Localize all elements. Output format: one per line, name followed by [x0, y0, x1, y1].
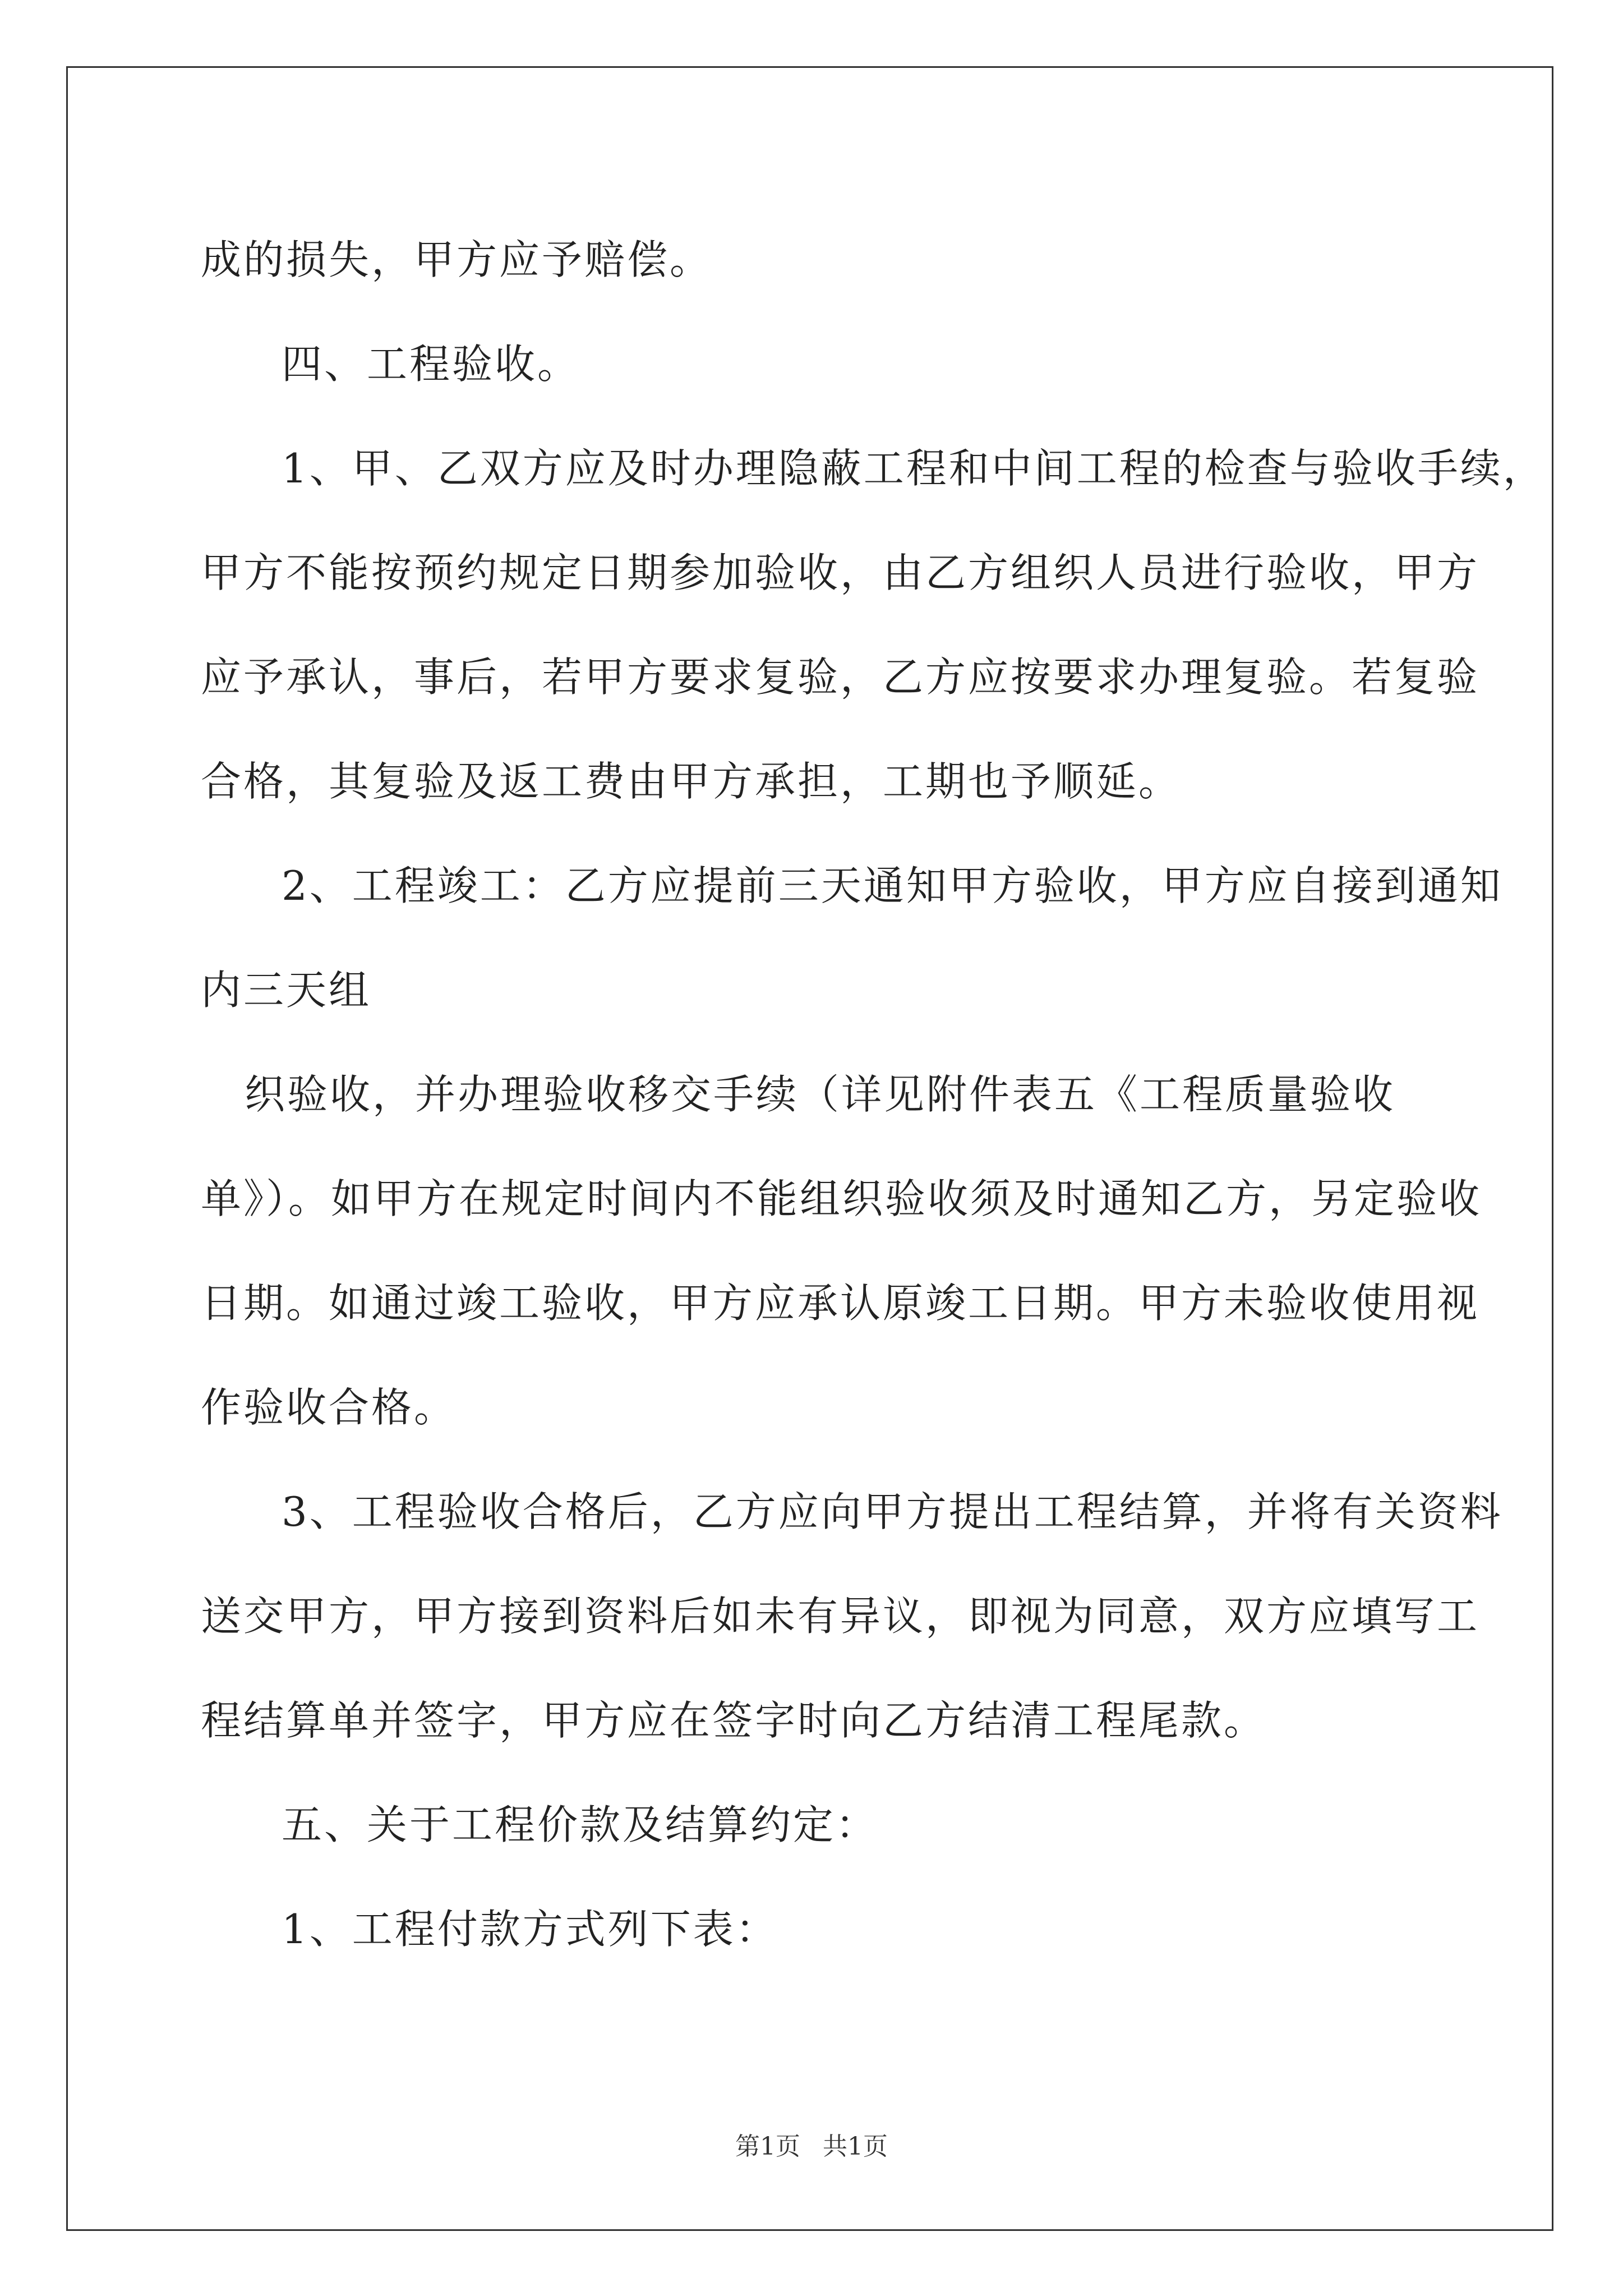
page-footer	[0, 2126, 1623, 2162]
text-line: 3、工程验收合格后，乙方应向甲方提出工程结算，并将有关资料	[282, 1488, 1503, 1535]
page-total: 共1页	[823, 2132, 888, 2161]
document-body	[201, 208, 1546, 1981]
text-line: 2、工程竣工：乙方应提前三天通知甲方验收，甲方应自接到通知	[282, 862, 1503, 909]
text-line: 1、甲、乙双方应及时办理隐蔽工程和中间工程的检查与验收手续，	[282, 445, 1546, 492]
text-line: 内三天组	[201, 967, 372, 1014]
text-line: 应予承认，事后，若甲方要求复验，乙方应按要求办理复验。若复验	[201, 654, 1480, 701]
text-line: 送交甲方，甲方接到资料后如未有异议，即视为同意，双方应填写工	[201, 1593, 1480, 1640]
text-line: 日期。如通过竣工验收，甲方应承认原竣工日期。甲方未验收使用视	[201, 1280, 1480, 1327]
text-line: 1、工程付款方式列下表：	[282, 1906, 778, 1953]
text-line: 成的损失，甲方应予赔偿。	[201, 236, 713, 283]
text-line: 织验收，并办理验收移交手续（详见附件表五《工程质量验收	[245, 1071, 1396, 1118]
text-line: 程结算单并签字，甲方应在签字时向乙方结清工程尾款。	[201, 1697, 1267, 1744]
text-line: 单》）。如甲方在规定时间内不能组织验收须及时通知乙方，另定验收	[201, 1175, 1482, 1222]
section-heading-acceptance: 四、工程验收。	[282, 341, 580, 388]
text-line: 合格，其复验及返工费由甲方承担，工期也予顺延。	[201, 758, 1182, 805]
text-line: 作验收合格。	[201, 1384, 457, 1431]
section-heading-payment: 五、关于工程价款及结算约定：	[282, 1801, 879, 1848]
page-number: 第1页	[735, 2132, 800, 2161]
text-line: 甲方不能按预约规定日期参加验收，由乙方组织人员进行验收，甲方	[201, 549, 1480, 596]
